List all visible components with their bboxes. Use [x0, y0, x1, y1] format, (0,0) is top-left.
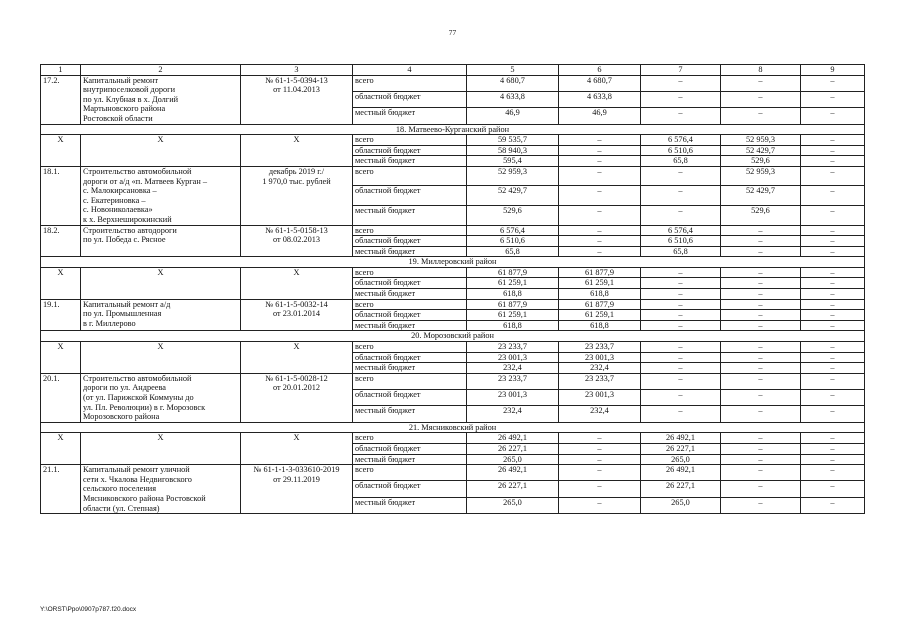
- document-ref-line: декабрь 2019 г./: [268, 166, 325, 176]
- x-cell-name: Х: [81, 135, 241, 167]
- value-col7: 26 227,1: [641, 443, 721, 454]
- value-col9: –: [801, 299, 865, 310]
- value-col9: –: [801, 108, 865, 124]
- object-name: [81, 465, 241, 514]
- object-name-line: (от ул. Парижской Коммуны до: [83, 393, 194, 402]
- budget-type: местный бюджет: [353, 363, 467, 374]
- total-value: 529,6: [467, 205, 559, 225]
- object-name-line: Строительство автодороги: [83, 225, 177, 235]
- table-row: [41, 225, 865, 236]
- budget-type: всего: [353, 267, 467, 278]
- value-col9: –: [801, 454, 865, 465]
- budget-type: областной бюджет: [353, 390, 467, 406]
- x-cell-doc: Х: [241, 433, 353, 465]
- value-col6: –: [559, 186, 641, 206]
- budget-type: всего: [353, 342, 467, 353]
- value-col7: 65,8: [641, 156, 721, 167]
- value-col8: 52 429,7: [721, 186, 801, 206]
- value-col8: 52 959,3: [721, 135, 801, 146]
- value-col8: –: [721, 246, 801, 257]
- total-value: 232,4: [467, 363, 559, 374]
- value-col8: –: [721, 91, 801, 107]
- value-col7: 6 576,4: [641, 225, 721, 236]
- value-col8: –: [721, 75, 801, 91]
- value-col9: –: [801, 465, 865, 481]
- value-col9: –: [801, 352, 865, 363]
- document-ref-line: № 61-1-5-0394-13: [265, 75, 328, 85]
- value-col8: –: [721, 278, 801, 289]
- value-col8: –: [721, 236, 801, 247]
- object-name-line: с. Малокирсановка –: [83, 186, 157, 196]
- budget-type: областной бюджет: [353, 278, 467, 289]
- total-value: 23 001,3: [467, 352, 559, 363]
- value-col7: 26 492,1: [641, 433, 721, 444]
- budget-type: областной бюджет: [353, 91, 467, 107]
- header-cell: 6: [559, 65, 641, 76]
- total-value: 23 001,3: [467, 390, 559, 406]
- value-col6: 23 001,3: [559, 352, 641, 363]
- value-col9: –: [801, 390, 865, 406]
- document-ref-line: № 61-1-5-0028-12: [265, 373, 328, 383]
- object-name: [81, 225, 241, 257]
- value-col7: –: [641, 186, 721, 206]
- table-row: [41, 135, 865, 146]
- value-col9: –: [801, 225, 865, 236]
- budget-type: областной бюджет: [353, 186, 467, 206]
- section-row: [41, 422, 865, 433]
- value-col8: –: [721, 299, 801, 310]
- budget-type: всего: [353, 166, 467, 186]
- x-cell-num: Х: [41, 267, 81, 299]
- budget-type: всего: [353, 465, 467, 481]
- budget-type: всего: [353, 299, 467, 310]
- value-col8: 529,6: [721, 156, 801, 167]
- value-col9: –: [801, 186, 865, 206]
- value-col8: –: [721, 225, 801, 236]
- item-number: 18.2.: [41, 225, 81, 257]
- item-number: 18.1.: [41, 166, 81, 225]
- budget-type: местный бюджет: [353, 156, 467, 167]
- total-value: 23 233,7: [467, 373, 559, 389]
- budget-type: местный бюджет: [353, 320, 467, 331]
- budget-type: областной бюджет: [353, 145, 467, 156]
- header-cell: 8: [721, 65, 801, 76]
- object-name: [81, 166, 241, 225]
- header-cell: 3: [241, 65, 353, 76]
- value-col6: 618,8: [559, 289, 641, 300]
- value-col6: 23 233,7: [559, 342, 641, 353]
- table-row: [41, 465, 865, 481]
- document-ref: [241, 465, 353, 514]
- total-value: 4 633,8: [467, 91, 559, 107]
- value-col6: –: [559, 443, 641, 454]
- table-body: [41, 75, 865, 514]
- x-cell-name: Х: [81, 342, 241, 374]
- budget-type: областной бюджет: [353, 481, 467, 497]
- document-ref-line: от 29.11.2019: [273, 474, 320, 484]
- value-col6: 46,9: [559, 108, 641, 124]
- total-value: 61 259,1: [467, 310, 559, 321]
- value-col9: –: [801, 320, 865, 331]
- file-path-footer: Y:\ORST\Ppo\0907p787.f20.docx: [40, 606, 137, 613]
- x-cell-num: Х: [41, 433, 81, 465]
- total-value: 6 510,6: [467, 236, 559, 247]
- value-col7: 6 510,6: [641, 236, 721, 247]
- value-col8: –: [721, 465, 801, 481]
- value-col9: –: [801, 135, 865, 146]
- item-number: 20.1.: [41, 373, 81, 422]
- header-cell: 4: [353, 65, 467, 76]
- budget-type: областной бюджет: [353, 236, 467, 247]
- document-ref-line: от 11.04.2013: [273, 85, 320, 95]
- budget-type: областной бюджет: [353, 352, 467, 363]
- object-name-line: по ул. Победа с. Рясное: [83, 235, 166, 245]
- value-col8: –: [721, 108, 801, 124]
- value-col7: 65,8: [641, 246, 721, 257]
- value-col7: –: [641, 310, 721, 321]
- x-cell-num: Х: [41, 135, 81, 167]
- section-row: [41, 124, 865, 135]
- value-col8: –: [721, 406, 801, 422]
- value-col6: 4 680,7: [559, 75, 641, 91]
- value-col9: –: [801, 443, 865, 454]
- value-col6: 61 259,1: [559, 278, 641, 289]
- value-col7: –: [641, 108, 721, 124]
- value-col6: 4 633,8: [559, 91, 641, 107]
- object-name-line: ул. Пл. Революции) в г. Морозовск: [83, 402, 206, 412]
- document-ref-line: № 61-1-5-0032-14: [265, 299, 328, 309]
- object-name-line: Мартыновского района: [83, 104, 166, 114]
- value-col6: –: [559, 166, 641, 186]
- value-col8: –: [721, 320, 801, 331]
- value-col7: –: [641, 406, 721, 422]
- value-col9: –: [801, 267, 865, 278]
- document-ref: [241, 299, 353, 331]
- budget-table: [40, 64, 865, 514]
- header-cell: 2: [81, 65, 241, 76]
- object-name-line: Строительство автомобильной: [83, 166, 192, 176]
- value-col6: 61 877,9: [559, 299, 641, 310]
- document-ref-line: № 61-1-5-0158-13: [265, 225, 328, 235]
- budget-type: местный бюджет: [353, 497, 467, 513]
- header-row: [41, 65, 865, 76]
- header-cell: 1: [41, 65, 81, 76]
- section-title: 19. Миллеровский район: [41, 257, 865, 268]
- table-row: [41, 267, 865, 278]
- value-col7: –: [641, 390, 721, 406]
- object-name-line: Морозовского района: [83, 412, 160, 422]
- object-name-line: с. Новониколаевка»: [83, 205, 153, 215]
- value-col8: –: [721, 481, 801, 497]
- table-row: [41, 373, 865, 389]
- value-col8: –: [721, 454, 801, 465]
- object-name-line: внутрипоселковой дороги: [83, 85, 176, 95]
- budget-type: местный бюджет: [353, 108, 467, 124]
- value-col8: 52 429,7: [721, 145, 801, 156]
- total-value: 618,8: [467, 289, 559, 300]
- table-row: [41, 75, 865, 91]
- value-col6: –: [559, 465, 641, 481]
- value-col9: –: [801, 91, 865, 107]
- x-cell-doc: Х: [241, 135, 353, 167]
- value-col7: –: [641, 342, 721, 353]
- value-col8: –: [721, 267, 801, 278]
- object-name-line: Строительство автомобильной: [83, 373, 192, 383]
- value-col9: –: [801, 433, 865, 444]
- budget-type: всего: [353, 433, 467, 444]
- value-col7: –: [641, 91, 721, 107]
- total-value: 595,4: [467, 156, 559, 167]
- value-col9: –: [801, 156, 865, 167]
- value-col6: 232,4: [559, 363, 641, 374]
- table-row: [41, 299, 865, 310]
- x-cell-num: Х: [41, 342, 81, 374]
- total-value: 26 492,1: [467, 465, 559, 481]
- total-value: 65,8: [467, 246, 559, 257]
- header-cell: 9: [801, 65, 865, 76]
- object-name-line: по ул. Промышленная: [83, 309, 162, 319]
- object-name-line: сети х. Чкалова Недвиговского: [83, 474, 192, 484]
- total-value: 232,4: [467, 406, 559, 422]
- object-name-line: Капитальный ремонт а/д: [83, 299, 171, 309]
- value-col9: –: [801, 342, 865, 353]
- object-name-line: дороги от а/д «п. Матвеев Курган –: [83, 176, 207, 186]
- value-col9: –: [801, 145, 865, 156]
- total-value: 52 429,7: [467, 186, 559, 206]
- value-col9: –: [801, 406, 865, 422]
- total-value: 265,0: [467, 497, 559, 513]
- budget-type: всего: [353, 75, 467, 91]
- total-value: 618,8: [467, 320, 559, 331]
- value-col6: 61 259,1: [559, 310, 641, 321]
- value-col6: –: [559, 246, 641, 257]
- budget-type: всего: [353, 225, 467, 236]
- value-col9: –: [801, 289, 865, 300]
- value-col6: –: [559, 481, 641, 497]
- page-number: 77: [448, 28, 457, 37]
- value-col6: –: [559, 156, 641, 167]
- budget-type: областной бюджет: [353, 443, 467, 454]
- total-value: 6 576,4: [467, 225, 559, 236]
- total-value: 26 227,1: [467, 443, 559, 454]
- value-col7: –: [641, 267, 721, 278]
- value-col7: 6 576,4: [641, 135, 721, 146]
- value-col9: –: [801, 278, 865, 289]
- value-col6: 23 001,3: [559, 390, 641, 406]
- object-name-line: Мясниковского района Ростовской: [83, 493, 206, 503]
- item-number: 21.1.: [41, 465, 81, 514]
- x-cell-doc: Х: [241, 267, 353, 299]
- total-value: 61 877,9: [467, 299, 559, 310]
- value-col9: –: [801, 246, 865, 257]
- total-value: 59 535,7: [467, 135, 559, 146]
- value-col6: 61 877,9: [559, 267, 641, 278]
- object-name-line: по ул. Клубная в х. Долгий: [83, 94, 179, 104]
- value-col7: 26 227,1: [641, 481, 721, 497]
- value-col6: –: [559, 205, 641, 225]
- object-name-line: Капитальный ремонт уличной: [83, 465, 190, 475]
- value-col6: –: [559, 236, 641, 247]
- budget-type: местный бюджет: [353, 246, 467, 257]
- value-col8: –: [721, 373, 801, 389]
- section-title: 20. Морозовский район: [41, 331, 865, 342]
- x-cell-doc: Х: [241, 342, 353, 374]
- value-col9: –: [801, 373, 865, 389]
- budget-type: местный бюджет: [353, 454, 467, 465]
- object-name-line: в г. Миллерово: [83, 318, 136, 328]
- value-col8: –: [721, 352, 801, 363]
- total-value: 61 259,1: [467, 278, 559, 289]
- value-col8: –: [721, 497, 801, 513]
- object-name-line: сельского поселения: [83, 484, 157, 494]
- value-col9: –: [801, 75, 865, 91]
- budget-type: местный бюджет: [353, 205, 467, 225]
- value-col9: –: [801, 497, 865, 513]
- value-col7: –: [641, 166, 721, 186]
- value-col6: 618,8: [559, 320, 641, 331]
- value-col7: 265,0: [641, 497, 721, 513]
- table-row: [41, 166, 865, 186]
- value-col7: –: [641, 352, 721, 363]
- total-value: 46,9: [467, 108, 559, 124]
- total-value: 52 959,3: [467, 166, 559, 186]
- header-cell: 5: [467, 65, 559, 76]
- value-col8: –: [721, 342, 801, 353]
- value-col7: –: [641, 205, 721, 225]
- object-name-line: с. Екатериновка –: [83, 195, 146, 205]
- document-ref: [241, 166, 353, 225]
- value-col6: –: [559, 454, 641, 465]
- value-col7: –: [641, 320, 721, 331]
- object-name: [81, 75, 241, 124]
- value-col7: –: [641, 289, 721, 300]
- value-col7: 26 492,1: [641, 465, 721, 481]
- value-col6: –: [559, 225, 641, 236]
- value-col9: –: [801, 363, 865, 374]
- value-col8: 529,6: [721, 205, 801, 225]
- value-col8: –: [721, 390, 801, 406]
- total-value: 265,0: [467, 454, 559, 465]
- value-col8: –: [721, 310, 801, 321]
- document-ref: [241, 225, 353, 257]
- value-col8: –: [721, 433, 801, 444]
- budget-type: всего: [353, 373, 467, 389]
- value-col7: 6 510,6: [641, 145, 721, 156]
- value-col8: 52 959,3: [721, 166, 801, 186]
- object-name-line: дороги по ул. Андреева: [83, 383, 166, 393]
- total-value: 61 877,9: [467, 267, 559, 278]
- document-ref-line: 1 970,0 тыс. рублей: [262, 176, 331, 186]
- table-row: [41, 433, 865, 444]
- budget-type: областной бюджет: [353, 310, 467, 321]
- budget-type: местный бюджет: [353, 289, 467, 300]
- object-name-line: к х. Верхнеширокинский: [83, 214, 172, 224]
- value-col7: –: [641, 299, 721, 310]
- value-col7: –: [641, 363, 721, 374]
- object-name: [81, 299, 241, 331]
- value-col8: –: [721, 443, 801, 454]
- x-cell-name: Х: [81, 433, 241, 465]
- value-col9: –: [801, 310, 865, 321]
- object-name-line: Капитальный ремонт: [83, 75, 159, 85]
- value-col7: 265,0: [641, 454, 721, 465]
- total-value: 58 940,3: [467, 145, 559, 156]
- value-col6: 23 233,7: [559, 373, 641, 389]
- value-col7: –: [641, 373, 721, 389]
- value-col9: –: [801, 481, 865, 497]
- object-name-line: Ростовской области: [83, 113, 153, 123]
- total-value: 23 233,7: [467, 342, 559, 353]
- section-title: 18. Матвеево-Курганский район: [41, 124, 865, 135]
- total-value: 26 227,1: [467, 481, 559, 497]
- value-col6: –: [559, 135, 641, 146]
- section-row: [41, 331, 865, 342]
- object-name: [81, 373, 241, 422]
- value-col9: –: [801, 166, 865, 186]
- document-ref: [241, 373, 353, 422]
- value-col6: –: [559, 497, 641, 513]
- document-ref-line: № 61-1-1-3-033610-2019: [253, 465, 340, 475]
- value-col6: –: [559, 433, 641, 444]
- object-name-line: области (ул. Степная): [83, 503, 160, 513]
- value-col6: –: [559, 145, 641, 156]
- x-cell-name: Х: [81, 267, 241, 299]
- section-row: [41, 257, 865, 268]
- budget-type: всего: [353, 135, 467, 146]
- total-value: 4 680,7: [467, 75, 559, 91]
- total-value: 26 492,1: [467, 433, 559, 444]
- document-ref-line: от 20.01.2012: [272, 383, 321, 393]
- section-title: 21. Мясниковский район: [41, 422, 865, 433]
- item-number: 17.2.: [41, 75, 81, 124]
- header-cell: 7: [641, 65, 721, 76]
- value-col9: –: [801, 236, 865, 247]
- table-row: [41, 342, 865, 353]
- value-col8: –: [721, 363, 801, 374]
- document-ref-line: от 08.02.2013: [272, 235, 321, 245]
- budget-type: местный бюджет: [353, 406, 467, 422]
- value-col8: –: [721, 289, 801, 300]
- value-col6: 232,4: [559, 406, 641, 422]
- value-col7: –: [641, 75, 721, 91]
- value-col9: –: [801, 205, 865, 225]
- item-number: 19.1.: [41, 299, 81, 331]
- document-ref-line: от 23.01.2014: [272, 309, 321, 319]
- document-ref: [241, 75, 353, 124]
- value-col7: –: [641, 278, 721, 289]
